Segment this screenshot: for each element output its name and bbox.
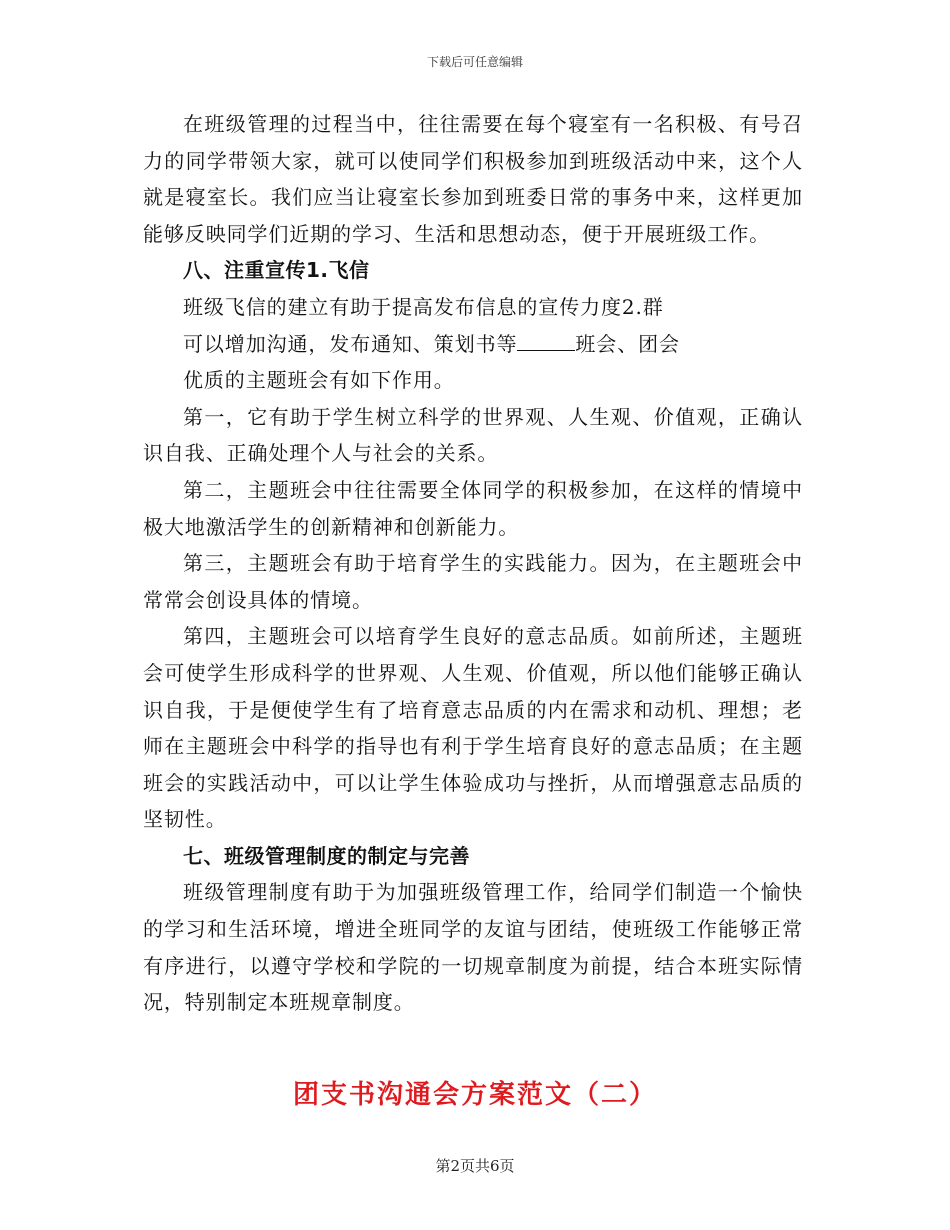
paragraph-third: 第三，主题班会有助于培育学生的实践能力。因为，在主题班会中常常会创设具体的情境。: [143, 551, 803, 612]
section-title: 团支书沟通会方案范文（二）: [292, 1080, 657, 1110]
line-theme-meeting: 优质的主题班会有如下作用。: [183, 368, 455, 393]
page-number: 第2页共6页: [435, 1157, 515, 1175]
paragraph-fourth: 第四，主题班会可以培育学生良好的意志品质。如前所述，主题班会可使学生形成科学的世界观、人生观、价值观，所以他们能够正确认识自我，于是便使学生有了培育意志品质的内在需求和动机、理想；老师在主题班会中科学的指导也有利于学生培育良好的意志品质；在主题班会的实践活动中，可以让学生体验成功与挫折，从而增强意志品质的坚韧性。: [143, 624, 803, 832]
line-communication-text: 可以增加沟通，发布通知、策划书等: [183, 331, 518, 356]
line-communication-tail: 班会、团会: [575, 331, 680, 356]
fill-blank: [517, 332, 575, 351]
paragraph-second: 第二，主题班会中往往需要全体同学的积极参加，在这样的情境中极大地激活学生的创新精神和创新能力。: [143, 477, 803, 539]
paragraph-management-rules: 班级管理制度有助于为加强班级管理工作，给同学们制造一个愉快的学习和生活环境，增进全班同学的友谊与团结，使班级工作能够正常有序进行，以遵守学校和学院的一切规章制度为前提，结合本班实际情况，特别制定本班规章制度。: [143, 880, 803, 1015]
line-feixin: 班级飞信的建立有助于提高发布信息的宣传力度2.群: [183, 294, 664, 319]
line-communication: [143, 326, 803, 363]
heading-publicity: 八、注重宣传1.飞信: [183, 258, 370, 283]
paragraph-first: 第一，它有助于学生树立科学的世界观、人生观、价值观，正确认识自我、正确处理个人与社会的关系。: [143, 404, 803, 466]
document-body: [143, 106, 803, 1021]
header-note: 下载后可任意编辑: [426, 55, 523, 69]
heading-management-rules: 七、班级管理制度的制定与完善: [183, 843, 470, 868]
paragraph-dorm-leader: 在班级管理的过程当中，往往需要在每个寝室有一名积极、有号召力的同学带领大家，就可以使同学们积极参加到班级活动中来，这个人就是寝室长。我们应当让寝室长参加到班委日常的事务中来，这样更加能够反映同学们近期的学习、生活和思想动态，便于开展班级工作。: [143, 112, 803, 246]
